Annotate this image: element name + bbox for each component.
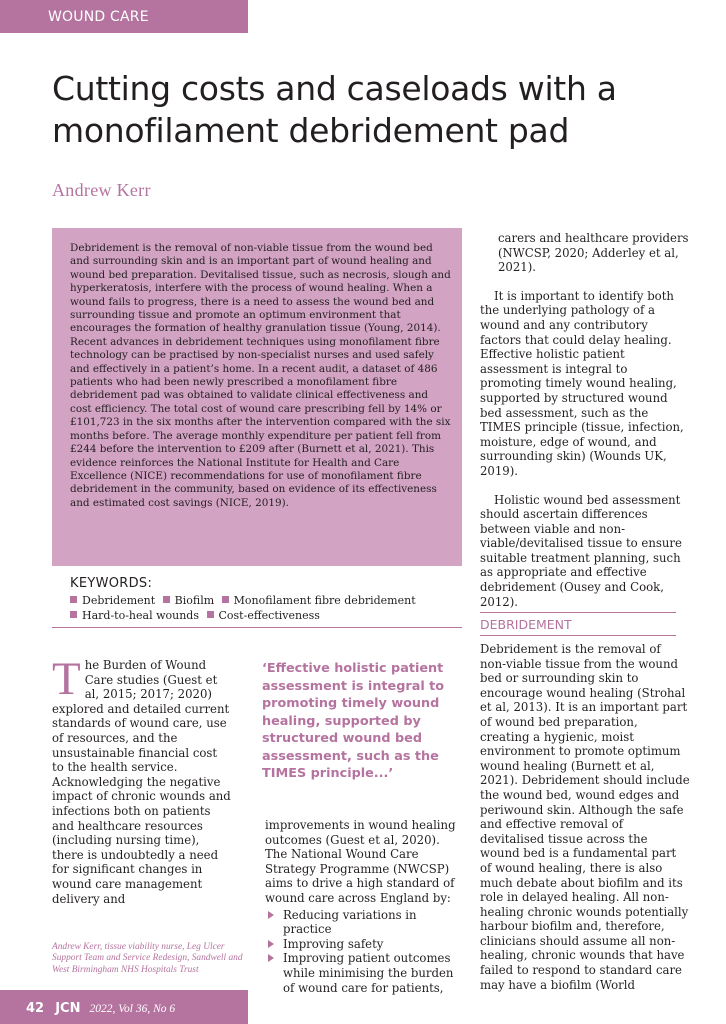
- square-bullet-icon: [70, 596, 77, 603]
- body-paragraph: It is important to identify both the underlying pathology of a wound and any contributory factors that could delay healing. Effective holistic patient assessment is integral to promoting timely wound healing, supported by structured wound bed assessment, such as the TIMES principle (tissue, infection, moisture, edge of wound, and surrounding skin) (Wounds UK, 2019).: [480, 288, 684, 478]
- body-column-middle: [265, 818, 463, 995]
- body-paragraph: carers and healthcare providers (NWCSP, 2020; Adderley et al, 2021).: [498, 231, 689, 275]
- body-paragraph: improvements in wound healing outcomes (Guest et al, 2020). The National Wound Care Strategy Programme (NWCSP) aims to drive a high standard of wound care across England by:: [265, 818, 456, 905]
- square-bullet-icon: [222, 596, 229, 603]
- section-label: WOUND CARE: [0, 0, 248, 33]
- bullet-list: [265, 908, 463, 996]
- list-item: Improving safety: [265, 937, 463, 952]
- page-footer: [0, 990, 248, 1024]
- section-subheading: DEBRIDEMENT: [480, 612, 676, 636]
- body-paragraph: Debridement is the removal of non-viable tissue from the wound bed or surrounding skin to encourage wound healing (Strohal et al, 2013). It is an important part of wound bed preparation, creating a hygienic, moist environment to promote optimum wound healing (Burnett et al, 2021). Debridement should include the wound bed, wound edges and periwound skin. Although the safe and effective removal of devitalised tissue across the wound bed is a fundamental part of wound healing, there is also much debate about biofilm and its role in delayed healing. All non-healing chronic wounds potentially harbour biofilm and, therefore, clinicians should assume all non-healing, chronic wounds that have failed to respond to standard care may have a biofilm (World: [480, 642, 690, 992]
- square-bullet-icon: [207, 611, 214, 618]
- intro-paragraph: The Burden of Wound Care studies (Guest et al, 2015; 2017; 2020) explored and detailed current standards of wound care, use of resources, and the unsustainable financial cost to the health service. Acknowledging the negative impact of chronic wounds and infections both on patients and healthcare resources (including nursing time), there is undoubtedly a need for significant changes in wound care management delivery and: [52, 653, 231, 906]
- body-column-right-lower: [480, 642, 690, 992]
- pull-quote: ‘Effective holistic patient assessment is integral to promoting timely wound healing, supported by structured wound bed assessment, such as the TIMES principle...’: [262, 661, 445, 781]
- keywords-panel: [52, 570, 462, 628]
- keyword-item: Monofilament fibre debridement: [222, 594, 416, 607]
- drop-cap: T: [52, 653, 81, 705]
- square-bullet-icon: [163, 596, 170, 603]
- keyword-item: Hard-to-heal wounds: [70, 609, 199, 622]
- keywords-row: [70, 594, 420, 607]
- keywords-row: [70, 609, 324, 622]
- list-item: Improving patient outcomes while minimising the burden of wound care for patients,: [265, 951, 463, 995]
- body-column-right: [480, 231, 690, 623]
- journal-name: JCN: [55, 1001, 81, 1016]
- keyword-item: Cost-effectiveness: [207, 609, 320, 622]
- author-affiliation: Andrew Kerr, tissue viability nurse, Leg Ulcer Support Team and Service Redesign, Sandwell and West Birmingham NHS Hospitals Trust: [52, 942, 243, 975]
- abstract-text: Debridement is the removal of non-viable tissue from the wound bed and surrounding skin and is an important part of wound healing and wound bed preparation. Devitalised tissue, such as necrosis, slough and hyperkeratosis, interfere with the process of wound healing. When a wound fails to progress, there is a need to assess the wound bed and surrounding tissue and promote an optimum environment that encourages the formation of healthy granulation tissue (Young, 2014). Recent advances in debridement techniques using monofilament fibre technology can be practised by non-specialist nurses and used safely and effectively in a patient’s home. In a recent audit, a dataset of 486 patients who had been newly prescribed a monofilament fibre debridement pad was obtained to validate clinical effectiveness and cost efficiency. The total cost of wound care prescribing fell by 14% or £101,723 in the six months after the intervention compared with the six months before. The average monthly expenditure per patient fell from £244 before the intervention to £209 after (Burnett et al, 2021). This evidence reinforces the National Institute for Health and Care Excellence (NICE) recommendations for use of monofilament fibre debridement in the community, based on evidence of its effectiveness and estimated cost savings (NICE, 2019).: [70, 242, 451, 509]
- keyword-item: Debridement: [70, 594, 155, 607]
- list-item: Reducing variations in practice: [265, 908, 463, 937]
- keyword-item: Biofilm: [163, 594, 215, 607]
- keywords-heading: KEYWORDS:: [70, 576, 153, 591]
- article-title: Cutting costs and caseloads with a monofilament debridement pad: [52, 69, 617, 150]
- body-column-left: [52, 653, 232, 906]
- article-author: Andrew Kerr: [52, 180, 151, 200]
- body-paragraph: Holistic wound bed assessment should ascertain differences between viable and non-viable/devitalised tissue to ensure suitable treatment planning, such as appropriate and effective debridement (Ousey and Cook, 2012).: [480, 492, 682, 609]
- page-number: 42: [26, 1001, 45, 1016]
- journal-issue: 2022, Vol 36, No 6: [89, 1003, 176, 1015]
- square-bullet-icon: [70, 611, 77, 618]
